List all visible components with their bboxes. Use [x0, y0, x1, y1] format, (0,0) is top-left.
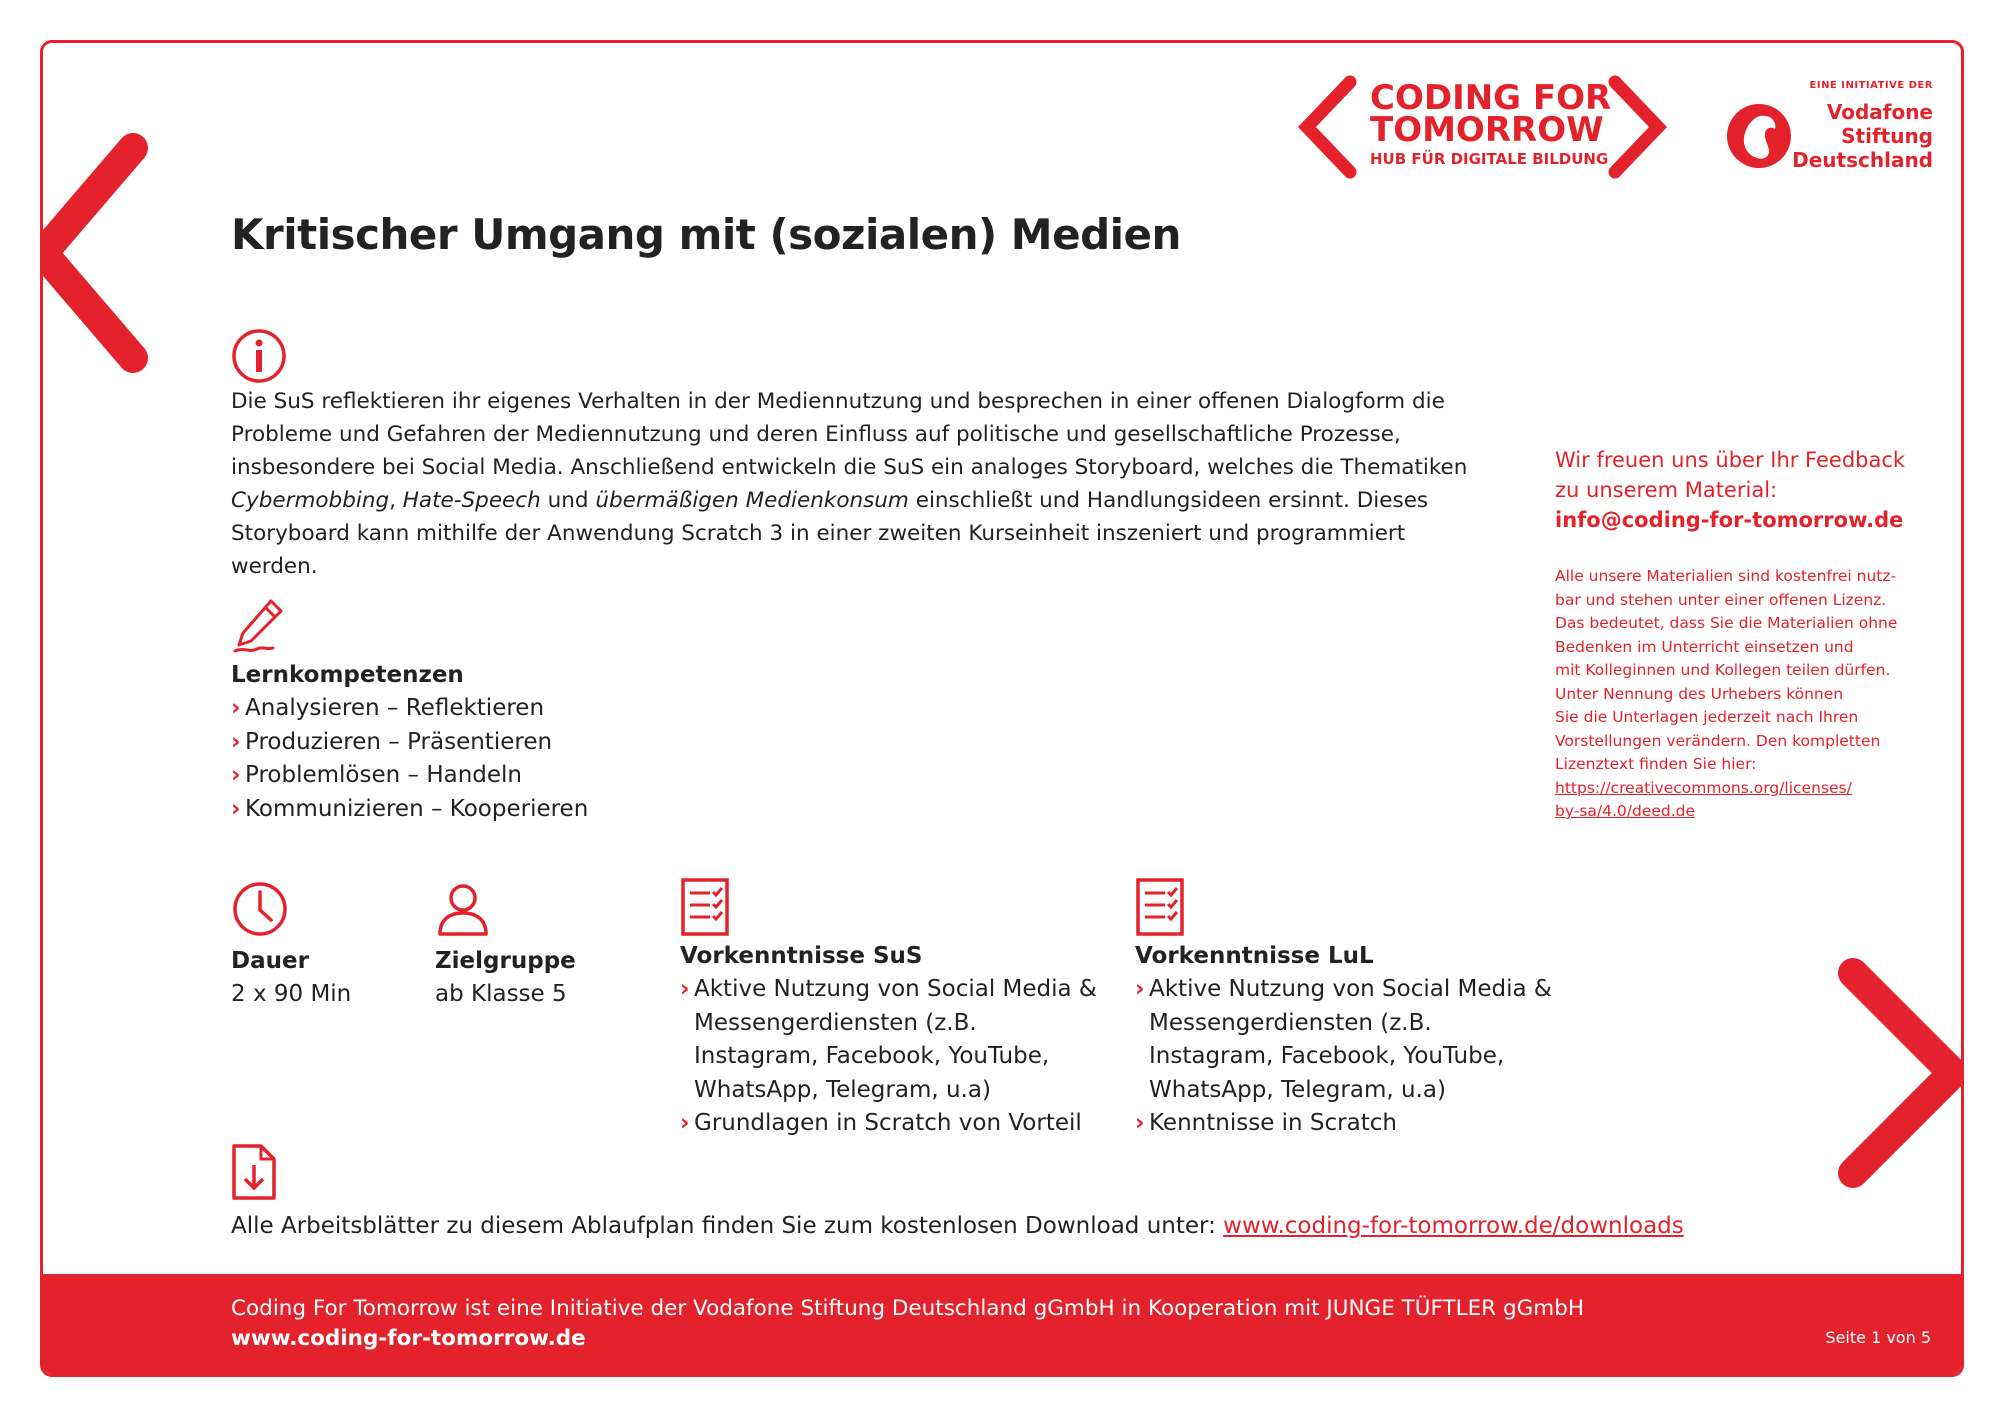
lernkompetenzen-section: [231, 662, 588, 826]
vorkenntnisse-lul-title: Vorkenntnisse LuL: [1135, 943, 1374, 969]
list-item: › Kommunizieren – Kooperieren: [231, 793, 588, 827]
license-line: Das bedeutet, dass Sie die Materialien ohne: [1555, 614, 1898, 632]
list-item: › Aktive Nutzung von Social Media & Messengerdiensten (z.B. Instagram, Facebook, YouTube, WhatsApp, Telegram, u.a): [680, 973, 1100, 1107]
list-item: › Aktive Nutzung von Social Media & Messengerdiensten (z.B. Instagram, Facebook, YouTube, WhatsApp, Telegram, u.a): [1135, 973, 1555, 1107]
feedback-line2: zu unserem Material:: [1555, 478, 1778, 502]
footer-website-link[interactable]: www.coding-for-tomorrow.de: [231, 1326, 586, 1351]
license-link-part1[interactable]: https://creativecommons.org/licenses/: [1555, 778, 1852, 797]
download-line: [231, 1213, 1684, 1239]
download-link[interactable]: www.coding-for-tomorrow.de/downloads: [1223, 1213, 1684, 1239]
logo-text-line1: CODING FOR: [1370, 78, 1612, 118]
license-line: bar und stehen unter einer offenen Lizenz.: [1555, 590, 1887, 609]
person-icon: [435, 880, 491, 938]
dauer-value: 2 x 90 Min: [231, 981, 352, 1007]
list-item: › Grundlagen in Scratch von Vorteil: [680, 1107, 1100, 1141]
download-file-icon: [231, 1143, 277, 1201]
vodafone-name-line1: Vodafone: [1826, 100, 1933, 124]
intro-paragraph: [231, 385, 1491, 583]
license-line: Vorstellungen verändern. Den kompletten: [1555, 731, 1881, 750]
intro-text-part2: einschließt und Handlungsideen ersinnt. Dieses Storyboard kann mithilfe der Anwendung Scratch 3 in einer zweiten Kurseinheit inszeniert und programmiert werden.: [231, 488, 1429, 579]
vodafone-name-line3: Deutschland: [1792, 148, 1933, 172]
license-text: [1555, 565, 1915, 824]
vodafone-name-line2: Stiftung: [1841, 124, 1933, 148]
list-item: › Kenntnisse in Scratch: [1135, 1107, 1555, 1141]
info-icon: [231, 328, 287, 384]
zielgruppe-block: [435, 945, 576, 1011]
coding-for-tomorrow-logo: [1295, 70, 1675, 185]
intro-em-medienkonsum: übermäßigen Medienkonsum: [595, 488, 909, 513]
logo-subtitle: HUB FÜR DIGITALE BILDUNG: [1370, 150, 1609, 168]
checklist-icon: [680, 877, 732, 937]
intro-em-cybermobbing: Cybermobbing: [231, 488, 390, 513]
footer-initiative-text: Coding For Tomorrow ist eine Initiative der Vodafone Stiftung Deutschland gGmbH in Kooperation mit JUNGE TÜFTLER gGmbH: [231, 1296, 1585, 1321]
download-text: Alle Arbeitsblätter zu diesem Ablaufplan finden Sie zum kostenlosen Download unter:: [231, 1213, 1224, 1239]
list-item: › Produzieren – Präsentieren: [231, 726, 588, 760]
page-title: Kritischer Umgang mit (sozialen) Medien: [231, 210, 1181, 259]
feedback-sidebar: [1555, 445, 1915, 824]
vodafone-speechmark-icon: [1725, 102, 1793, 170]
page-number: Seite 1 von 5: [1825, 1328, 1931, 1347]
lernkompetenzen-title: Lernkompetenzen: [231, 662, 464, 688]
intro-sep1: ,: [389, 488, 403, 513]
dauer-title: Dauer: [231, 948, 309, 974]
license-line: Bedenken im Unterricht einsetzen und: [1555, 637, 1854, 656]
license-line: Unter Nennung des Urhebers können: [1555, 684, 1844, 703]
license-line: Lizenztext finden Sie hier:: [1555, 755, 1757, 773]
vodafone-initiative-label: EINE INITIATIVE DER: [1809, 80, 1933, 91]
footer: [43, 1274, 1961, 1374]
logo-chevron-left-icon: [1295, 70, 1365, 185]
logo-chevron-right-icon: [1600, 70, 1670, 185]
license-line: Alle unsere Materialien sind kostenfrei nutz-: [1555, 567, 1897, 585]
pencil-icon: [231, 595, 287, 655]
license-line: Sie die Unterlagen jederzeit nach Ihren: [1555, 708, 1859, 726]
intro-sep2: und: [540, 488, 596, 513]
license-line: mit Kolleginnen und Kollegen teilen dürfen.: [1555, 661, 1891, 679]
logo-text-line2: TOMORROW: [1370, 110, 1604, 150]
chevron-left-deco-icon: [40, 128, 173, 378]
list-item: › Analysieren – Reflektieren: [231, 692, 588, 726]
intro-em-hate-speech: Hate-Speech: [402, 488, 541, 513]
checklist-icon: [1135, 877, 1187, 937]
vorkenntnisse-sus-section: [680, 943, 1100, 1141]
vorkenntnisse-sus-title: Vorkenntnisse SuS: [680, 943, 923, 969]
zielgruppe-title: Zielgruppe: [435, 948, 576, 974]
chevron-right-deco-icon: [1833, 953, 1964, 1193]
vorkenntnisse-lul-section: [1135, 943, 1555, 1141]
clock-icon: [231, 880, 289, 938]
feedback-line1: Wir freuen uns über Ihr Feedback: [1555, 448, 1906, 472]
zielgruppe-value: ab Klasse 5: [435, 981, 567, 1007]
dauer-block: [231, 945, 351, 1011]
list-item: › Problemlösen – Handeln: [231, 759, 588, 793]
license-link-part2[interactable]: by-sa/4.0/deed.de: [1555, 802, 1696, 820]
feedback-email-link[interactable]: info@coding-for-tomorrow.de: [1555, 508, 1904, 532]
intro-text-part1: Die SuS reflektieren ihr eigenes Verhalten in der Mediennutzung und besprechen in einer offenen Dialogform die Probleme und Gefahren der Mediennutzung und deren Einfluss auf politische und gesellschaftliche Prozesse, insbesondere bei Social Media. Anschließend entwickeln die SuS ein analoges Storyboard, welches die Thematiken: [231, 389, 1468, 480]
vodafone-stiftung-logo: [1725, 80, 1955, 180]
